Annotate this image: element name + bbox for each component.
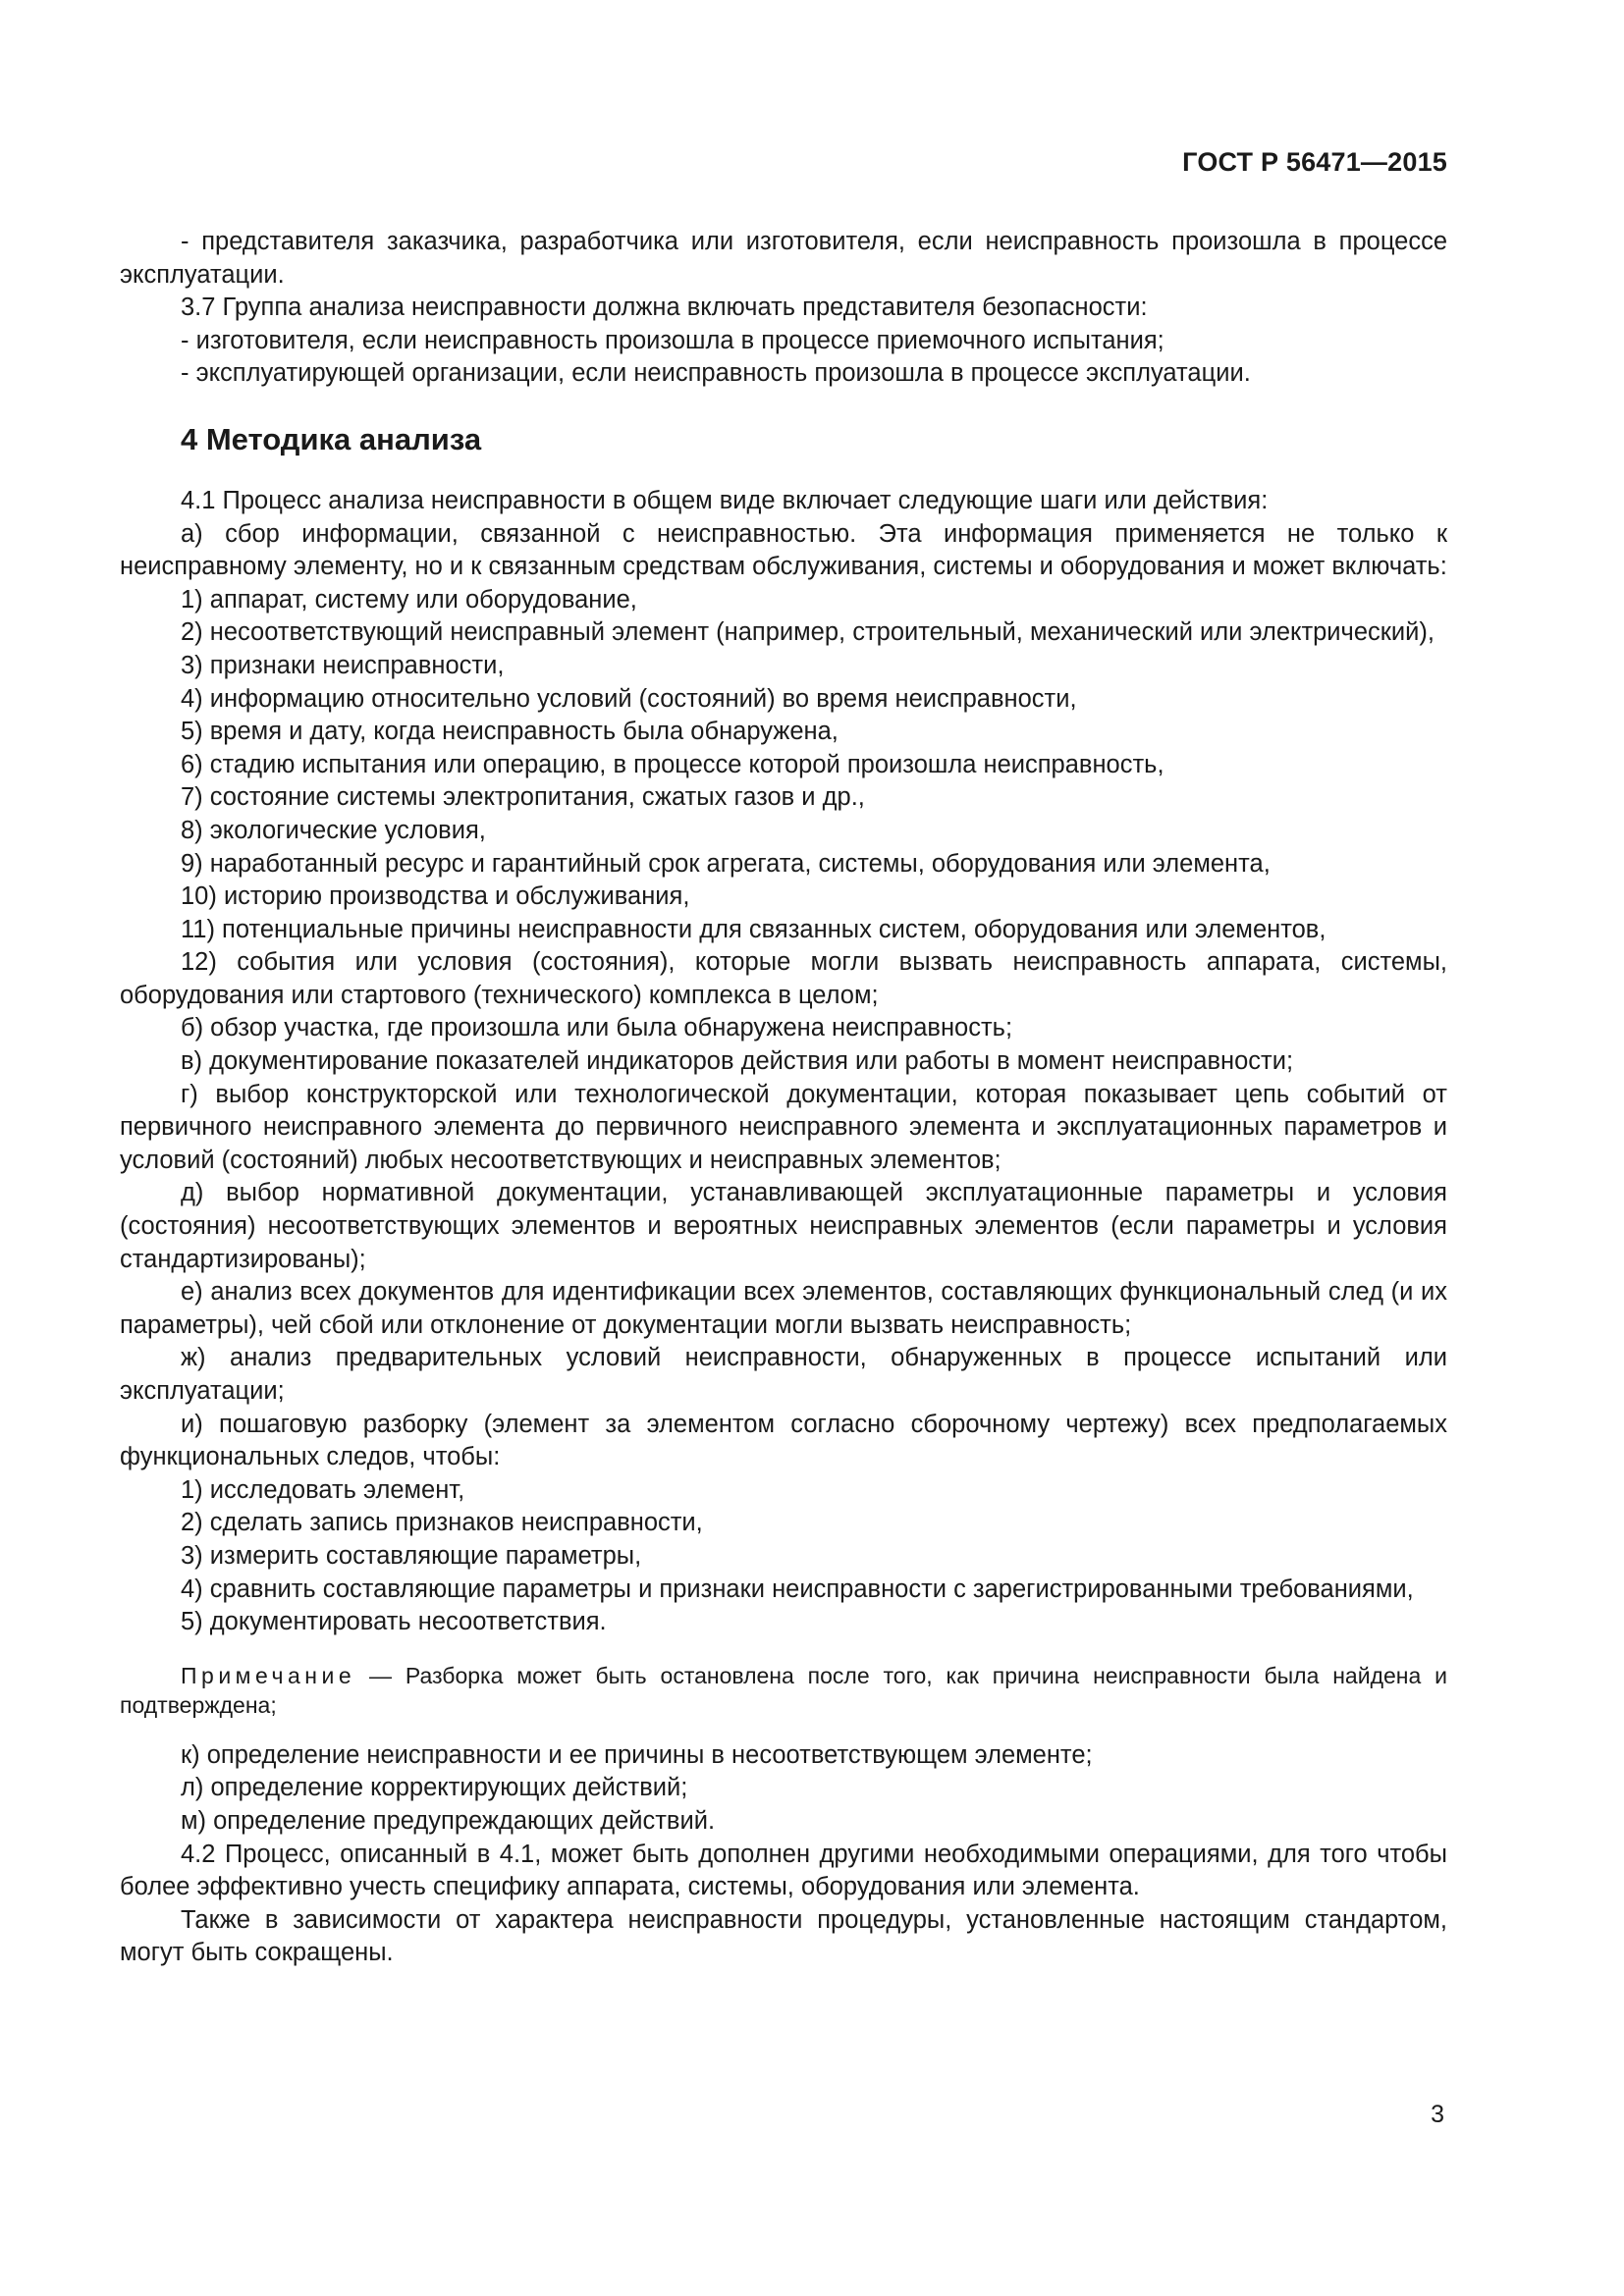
list-item: 2) сделать запись признаков неисправности, <box>181 1509 703 1537</box>
list-item: 4) информацию относительно условий (состояний) во время неисправности, <box>181 684 1077 713</box>
list-item: 5) время и дату, когда неисправность была обнаружена, <box>181 718 839 746</box>
paragraph: - представителя заказчика, разработчика или изготовителя, если неисправность произошла в процессе эксплуатации. <box>120 228 1447 289</box>
list-item: и) пошаговую разборку (элемент за элементом согласно сборочному чертежу) всех предполагаемых функциональных следов, чтобы: <box>120 1410 1447 1471</box>
list-item: 4) сравнить составляющие параметры и признаки неисправности с зарегистрированными требованиями, <box>181 1575 1414 1603</box>
note <box>120 1661 1447 1720</box>
list-item: 3) признаки неисправности, <box>181 651 505 679</box>
list-item: м) определение предупреждающих действий. <box>181 1806 716 1835</box>
list-item: 1) исследовать элемент, <box>181 1475 465 1504</box>
list-item: л) определение корректирующих действий; <box>181 1774 688 1802</box>
paragraph: - эксплуатирующей организации, если неисправность произошла в процессе эксплуатации. <box>181 359 1251 388</box>
list-item: 9) наработанный ресурс и гарантийный срок агрегата, системы, оборудования или элемента, <box>181 849 1271 878</box>
note-text: — Разборка может быть остановлена после того, как причина неисправности была найдена и подтверждена; <box>120 1662 1447 1718</box>
paragraph: Также в зависимости от характера неисправности процедуры, установленные настоящим стандартом, могут быть сокращены. <box>120 1905 1447 1967</box>
list-item: 8) экологические условия, <box>181 816 486 844</box>
list-item: е) анализ всех документов для идентификации всех элементов, составляющих функциональный след (и их параметры), чей сбой или отклонение от документации могли вызвать неисправность; <box>120 1278 1447 1339</box>
page-number: 3 <box>1431 2101 1444 2128</box>
document-header: ГОСТ Р 56471—2015 <box>1182 147 1447 177</box>
list-item: 7) состояние системы электропитания, сжатых газов и др., <box>181 783 865 812</box>
list-item: ж) анализ предварительных условий неисправности, обнаруженных в процессе испытаний или эксплуатации; <box>120 1344 1447 1405</box>
list-item: 3) измерить составляющие параметры, <box>181 1541 642 1570</box>
paragraph: 4.1 Процесс анализа неисправности в общем виде включает следующие шаги или действия: <box>181 486 1269 514</box>
list-item: д) выбор нормативной документации, устанавливающей эксплуатационные параметры и условия (состояния) несоответствующих элементов и вероятных неисправных элементов (если параметры и условия стандартизированы); <box>120 1179 1447 1273</box>
list-item: 5) документировать несоответствия. <box>181 1608 607 1636</box>
list-item: 12) события или условия (состояния), которые могли вызвать неисправность аппарата, системы, оборудования или стартового (технического) комплекса в целом; <box>120 948 1447 1009</box>
page-content <box>120 226 1447 1970</box>
list-item: б) обзор участка, где произошла или была обнаружена неисправность; <box>181 1014 1013 1042</box>
list-item: 1) аппарат, систему или оборудование, <box>181 585 637 614</box>
list-item: к) определение неисправности и ее причины в несоответствующем элементе; <box>181 1740 1093 1769</box>
list-item: 11) потенциальные причины неисправности для связанных систем, оборудования или элементов, <box>181 915 1326 943</box>
section-title: 4 Методика анализа <box>181 421 482 456</box>
list-item: 6) стадию испытания или операцию, в процессе которой произошла неисправность, <box>181 750 1164 778</box>
list-item: в) документирование показателей индикаторов действия или работы в момент неисправности; <box>181 1047 1294 1076</box>
paragraph: - изготовителя, если неисправность произошла в процессе приемочного испытания; <box>181 326 1164 354</box>
list-item: г) выбор конструкторской или технологической документации, которая показывает цепь событий от первичного неисправного элемента до первичного неисправного элемента и эксплуатационных параметров и условий (состояний) любых несоответствующих и неисправных элементов; <box>120 1080 1447 1174</box>
paragraph: 3.7 Группа анализа неисправности должна включать представителя безопасности: <box>181 294 1148 322</box>
list-item: 2) несоответствующий неисправный элемент (например, строительный, механический или электрический), <box>181 618 1435 647</box>
paragraph: 4.2 Процесс, описанный в 4.1, может быть дополнен другими необходимыми операциями, для того чтобы более эффективно учесть специфику аппарата, системы, оборудования или элемента. <box>120 1840 1447 1901</box>
note-label: Примечание <box>181 1662 356 1688</box>
list-item: 10) историю производства и обслуживания, <box>181 882 690 911</box>
paragraph: а) сбор информации, связанной с неисправностью. Эта информация применяется не только к неисправному элементу, но и к связанным средствам обслуживания, системы и оборудования и может включать: <box>120 519 1447 581</box>
